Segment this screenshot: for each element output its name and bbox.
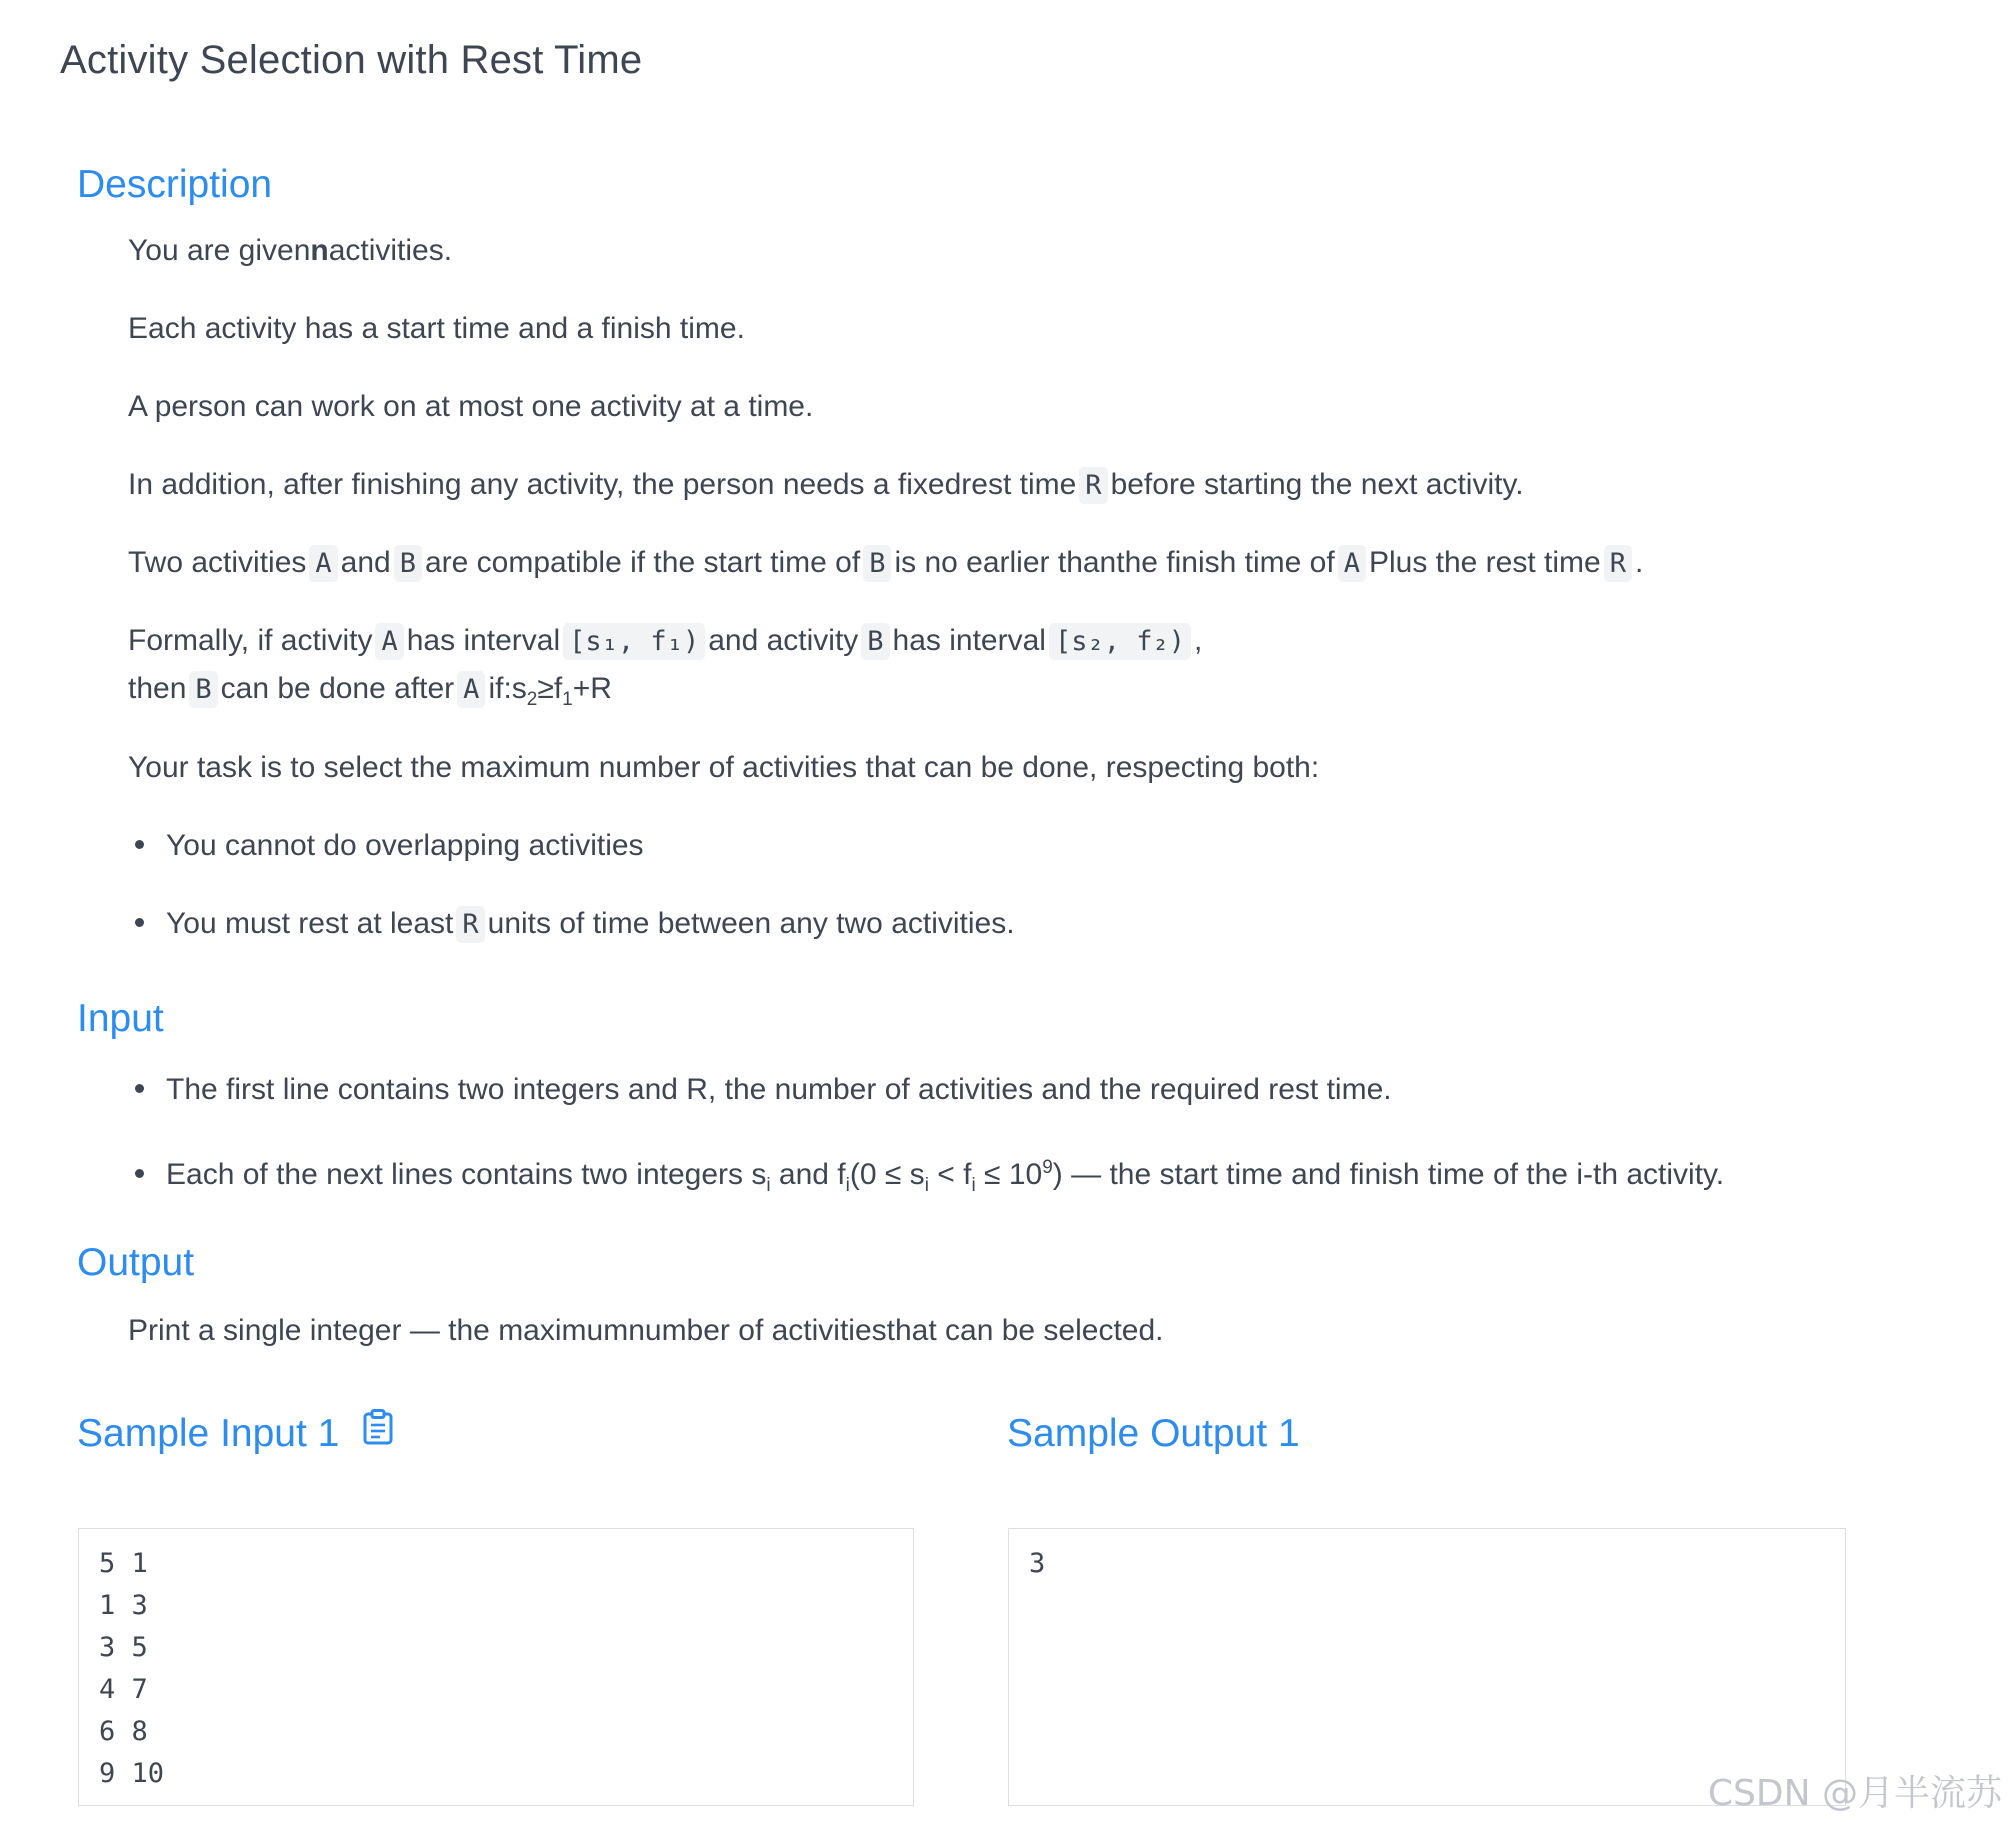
inline-code: R: [456, 906, 484, 943]
bullet-dot: [135, 1169, 144, 1178]
output-heading: Output: [77, 1241, 195, 1284]
page-title: Activity Selection with Rest Time: [60, 38, 643, 82]
description-heading: Description: [77, 163, 273, 206]
list-item: Each of the next lines contains two integers $s_i$ and $f_i(0 \le s_i < f_i \le 10^9)$ — the start time and finish time of the i-th activity.: [135, 1145, 1724, 1209]
list-item: The first line contains two integers and R, the number of activities and the required rest time.: [135, 1067, 1392, 1113]
inline-code: B: [863, 545, 891, 582]
variable-n: n: [310, 234, 329, 267]
list-item: You cannot do overlapping activities: [135, 823, 644, 869]
inline-code: R: [1079, 467, 1107, 504]
sample-input-heading: Sample Input 1: [77, 1412, 340, 1455]
input-heading: Input: [77, 997, 164, 1040]
inline-code: A: [457, 671, 485, 708]
sample-input-content[interactable]: 5 1 1 3 3 5 4 7 6 8 9 10: [99, 1548, 165, 1789]
description-paragraph-7: then B can be done after A $if:s_2\ge f_1+R$: [128, 672, 612, 710]
output-description: Print a single integer — the maximumnumber of activitiesthat can be selected.: [128, 1314, 1164, 1347]
description-paragraph-8: Your task is to select the maximum number of activities that can be done, respecting both:: [128, 751, 1320, 784]
sample-output-heading: Sample Output 1: [1007, 1412, 1300, 1455]
clipboard-icon[interactable]: [363, 1409, 393, 1455]
sample-input-box[interactable]: [78, 1528, 914, 1806]
inline-code: R: [1604, 545, 1632, 582]
bullet-dot: [135, 1084, 144, 1093]
bullet-dot: [135, 918, 144, 927]
description-paragraph-6: Formally, if activity A has interval [s₁, f₁) and activity B has interval [s₂, f₂) ,: [128, 618, 1202, 665]
sample-input-header: [77, 1412, 393, 1459]
watermark: CSDN @月半流苏: [1707, 1773, 2002, 1814]
description-paragraph-2: Each activity has a start time and a finish time.: [128, 312, 745, 345]
sample-output-content[interactable]: 3: [1029, 1548, 1046, 1579]
inline-code: B: [861, 623, 889, 660]
inline-code: A: [309, 545, 337, 582]
description-paragraph-1: You are givennactivities.: [128, 234, 453, 267]
inline-code: A: [1338, 545, 1366, 582]
list-item: You must rest at least R units of time between any two activities.: [135, 901, 1015, 948]
inline-code: B: [189, 671, 217, 708]
inline-code: [s₁, f₁): [563, 623, 705, 660]
inline-code: A: [375, 623, 403, 660]
description-paragraph-4: In addition, after finishing any activity, the person needs a fixedrest time R before starting the next activity.: [128, 462, 1524, 509]
inline-code: [s₂, f₂): [1049, 623, 1191, 660]
description-paragraph-5: Two activities A and B are compatible if the start time of B is no earlier thanthe finish time of A Plus the rest time R .: [128, 540, 1643, 587]
description-paragraph-3: A person can work on at most one activity at a time.: [128, 390, 814, 423]
bullet-dot: [135, 840, 144, 849]
inline-code: B: [394, 545, 422, 582]
